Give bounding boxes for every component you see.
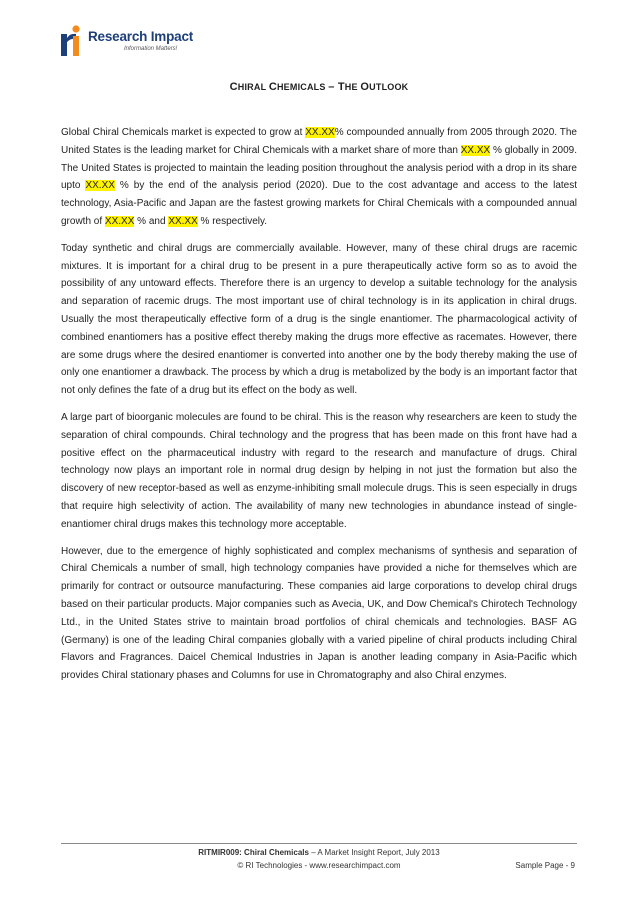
title-cap: C [268,81,277,93]
highlighted-placeholder: XX.XX [460,144,491,156]
title-dash: – [328,81,338,93]
highlighted-placeholder: XX.XX [104,215,135,227]
highlighted-placeholder: XX.XX [305,127,335,138]
logo-tagline: Information Matters! [124,46,178,52]
page-title [0,81,638,93]
page-number: Sample Page - 9 [515,861,575,870]
paragraph-bioorganic-molecules: A large part of bioorganic molecules are found to be chiral. This is the reason why researchers are keen to study the separation of chiral compounds. Chiral technology and the progress that has been made on this front have had a positive effect on the pharmaceutical industry with regard to the research and manufacture of drugs. Chiral technology now plays an important role in normal drug design by helping in not just the formation but also the discovery of new receptor-based as well as enzyme-inhibiting small molecule drugs. This is seen especially in drugs that require high selectivity of action. The availability of many new technologies in abundance instead of single-enantiomer chiral drugs makes this technology more acceptable. [61,411,577,530]
title-cap: O [360,81,370,93]
research-impact-logo [58,24,218,58]
body-text [61,124,577,694]
title-small-caps: HE [344,82,361,92]
title-small-caps: HIRAL [237,82,269,92]
logo-name: Research Impact [88,29,194,44]
title-small-caps: HEMICALS [276,82,329,92]
paragraph-market-overview: Global Chiral Chemicals market is expected to grow at XX.XX% compounded annually from 2005 through 2020. The United States is the leading market for Chiral Chemicals with a market share of more than XX.XX % globally in 2009. The United States is projected to maintain the leading position throughout the analysis period with a drop in its share upto XX.XX % by the end of the analysis period (2020). Due to the cost advantage and access to the latest technology, Asia-Pacific and Japan are the fastest growing markets for Chiral Chemicals with a compounded annual growth of XX.XX % and XX.XX % respectively. [61,127,578,227]
ri-logo-icon [58,24,84,56]
title-small-caps: UTLOOK [369,82,409,92]
footer-divider [61,843,577,844]
title-cap: T [337,81,345,93]
paragraph-chiral-drugs: Today synthetic and chiral drugs are commercially available. However, many of these chiral drugs are racemic mixtures. It is important for a chiral drug to be present in a pure therapeutically active form so as to avoid the possibility of any untoward effects. Therefore there is an urgency to develop a suitable technology for the analysis and separation of racemic drugs. The most important use of chiral technology is in its application in chiral drugs. Usually the most therapeutically effective form of a drug is the single enantiomer. The pharmacological activity of combined enantiomers has a positive effect thereby making the drugs more effective as racemates. However, there are some drugs where the desired enantiomer is converted into another one by the body thereby making the use of only one enantiomer a drawback. The process by which a drug is metabolized by the body is an important factor that not only defines the fate of a drug but its effect on the body as well. [61,242,577,397]
footer-report-desc: – A Market Insight Report, July 2013 [308,848,440,857]
paragraph-companies: However, due to the emergence of highly sophisticated and complex mechanisms of synthesis and separation of Chiral Chemicals a number of small, high technology companies have provided a niche for themselves which are primarily for contract or outsource manufacturing. These companies aid large corporations to develop chiral drugs based on their particular products. Major companies such as Avecia, UK, and Dow Chemical's Chirotech Technology Ltd., in the United States strive to maintain broad portfolios of chiral chemicals and technologies. BASF AG (Germany) is one of the leading Chiral companies globally with a varied pipeline of chiral products including Chiral Flavors and Fragrances. Daicel Chemical Industries in Japan is another leading company in Asia-Pacific which provides Chiral stationary phases and Columns for use in Chromatography and also Chiral enzymes. [61,545,577,682]
highlighted-placeholder: XX.XX [168,215,198,227]
footer-copyright: © RI Technologies - www.researchimpact.com [237,861,401,870]
title-cap: C [229,81,238,93]
highlighted-placeholder: XX.XX [85,180,115,192]
footer-report-title [0,848,638,857]
footer-report-id: RITMIR009: Chiral Chemicals [198,848,309,857]
